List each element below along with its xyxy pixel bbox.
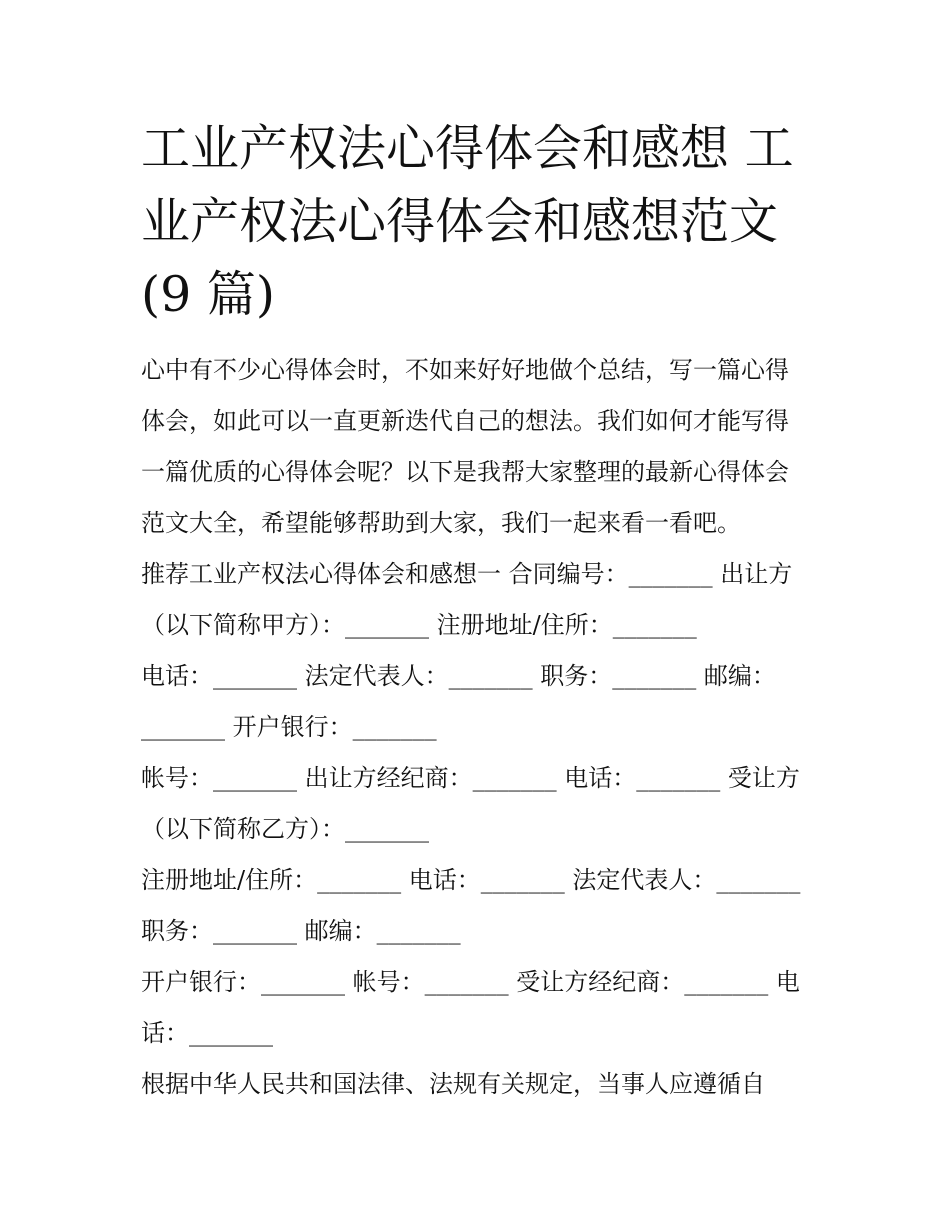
text-line: 电话：_______ 法定代表人：_______ 职务：_______ 邮编： (141, 662, 776, 690)
text-line: _______ 开户银行：_______ (141, 713, 437, 741)
text-line: 注册地址/住所：_______ 电话：_______ 法定代表人：_______ (141, 866, 801, 894)
text-line: 一篇优质的心得体会呢？以下是我帮大家整理的最新心得体会 (141, 458, 789, 486)
contract-paragraph (141, 549, 813, 1110)
text-line: （以下简称甲方）：_______ 注册地址/住所：_______ (141, 611, 697, 639)
intro-paragraph (141, 345, 813, 549)
title-line: (9 篇) (141, 266, 275, 323)
text-line: 开户银行：_______ 帐号：_______ 受让方经纪商：_______ 电 (141, 968, 800, 996)
document-title (141, 112, 813, 331)
text-line: 根据中华人民共和国法律、法规有关规定，当事人应遵循自 (141, 1070, 765, 1098)
title-line: 工业产权法心得体会和感想 工 (141, 120, 794, 177)
text-line: 心中有不少心得体会时，不如来好好地做个总结，写一篇心得 (141, 356, 789, 384)
text-line: 范文大全，希望能够帮助到大家，我们一起来看一看吧。 (141, 509, 741, 537)
text-line: 推荐工业产权法心得体会和感想一 合同编号：_______ 出让方 (141, 560, 793, 588)
text-line: 帐号：_______ 出让方经纪商：_______ 电话：_______ 受让方 (141, 764, 800, 792)
document-content (141, 112, 813, 1110)
text-line: 话：_______ (141, 1019, 273, 1047)
title-line: 业产权法心得体会和感想范文 (141, 193, 779, 250)
text-line: （以下简称乙方）：_______ (141, 815, 429, 843)
text-line: 体会，如此可以一直更新迭代自己的想法。我们如何才能写得 (141, 407, 789, 435)
text-line: 职务：_______ 邮编：_______ (141, 917, 461, 945)
